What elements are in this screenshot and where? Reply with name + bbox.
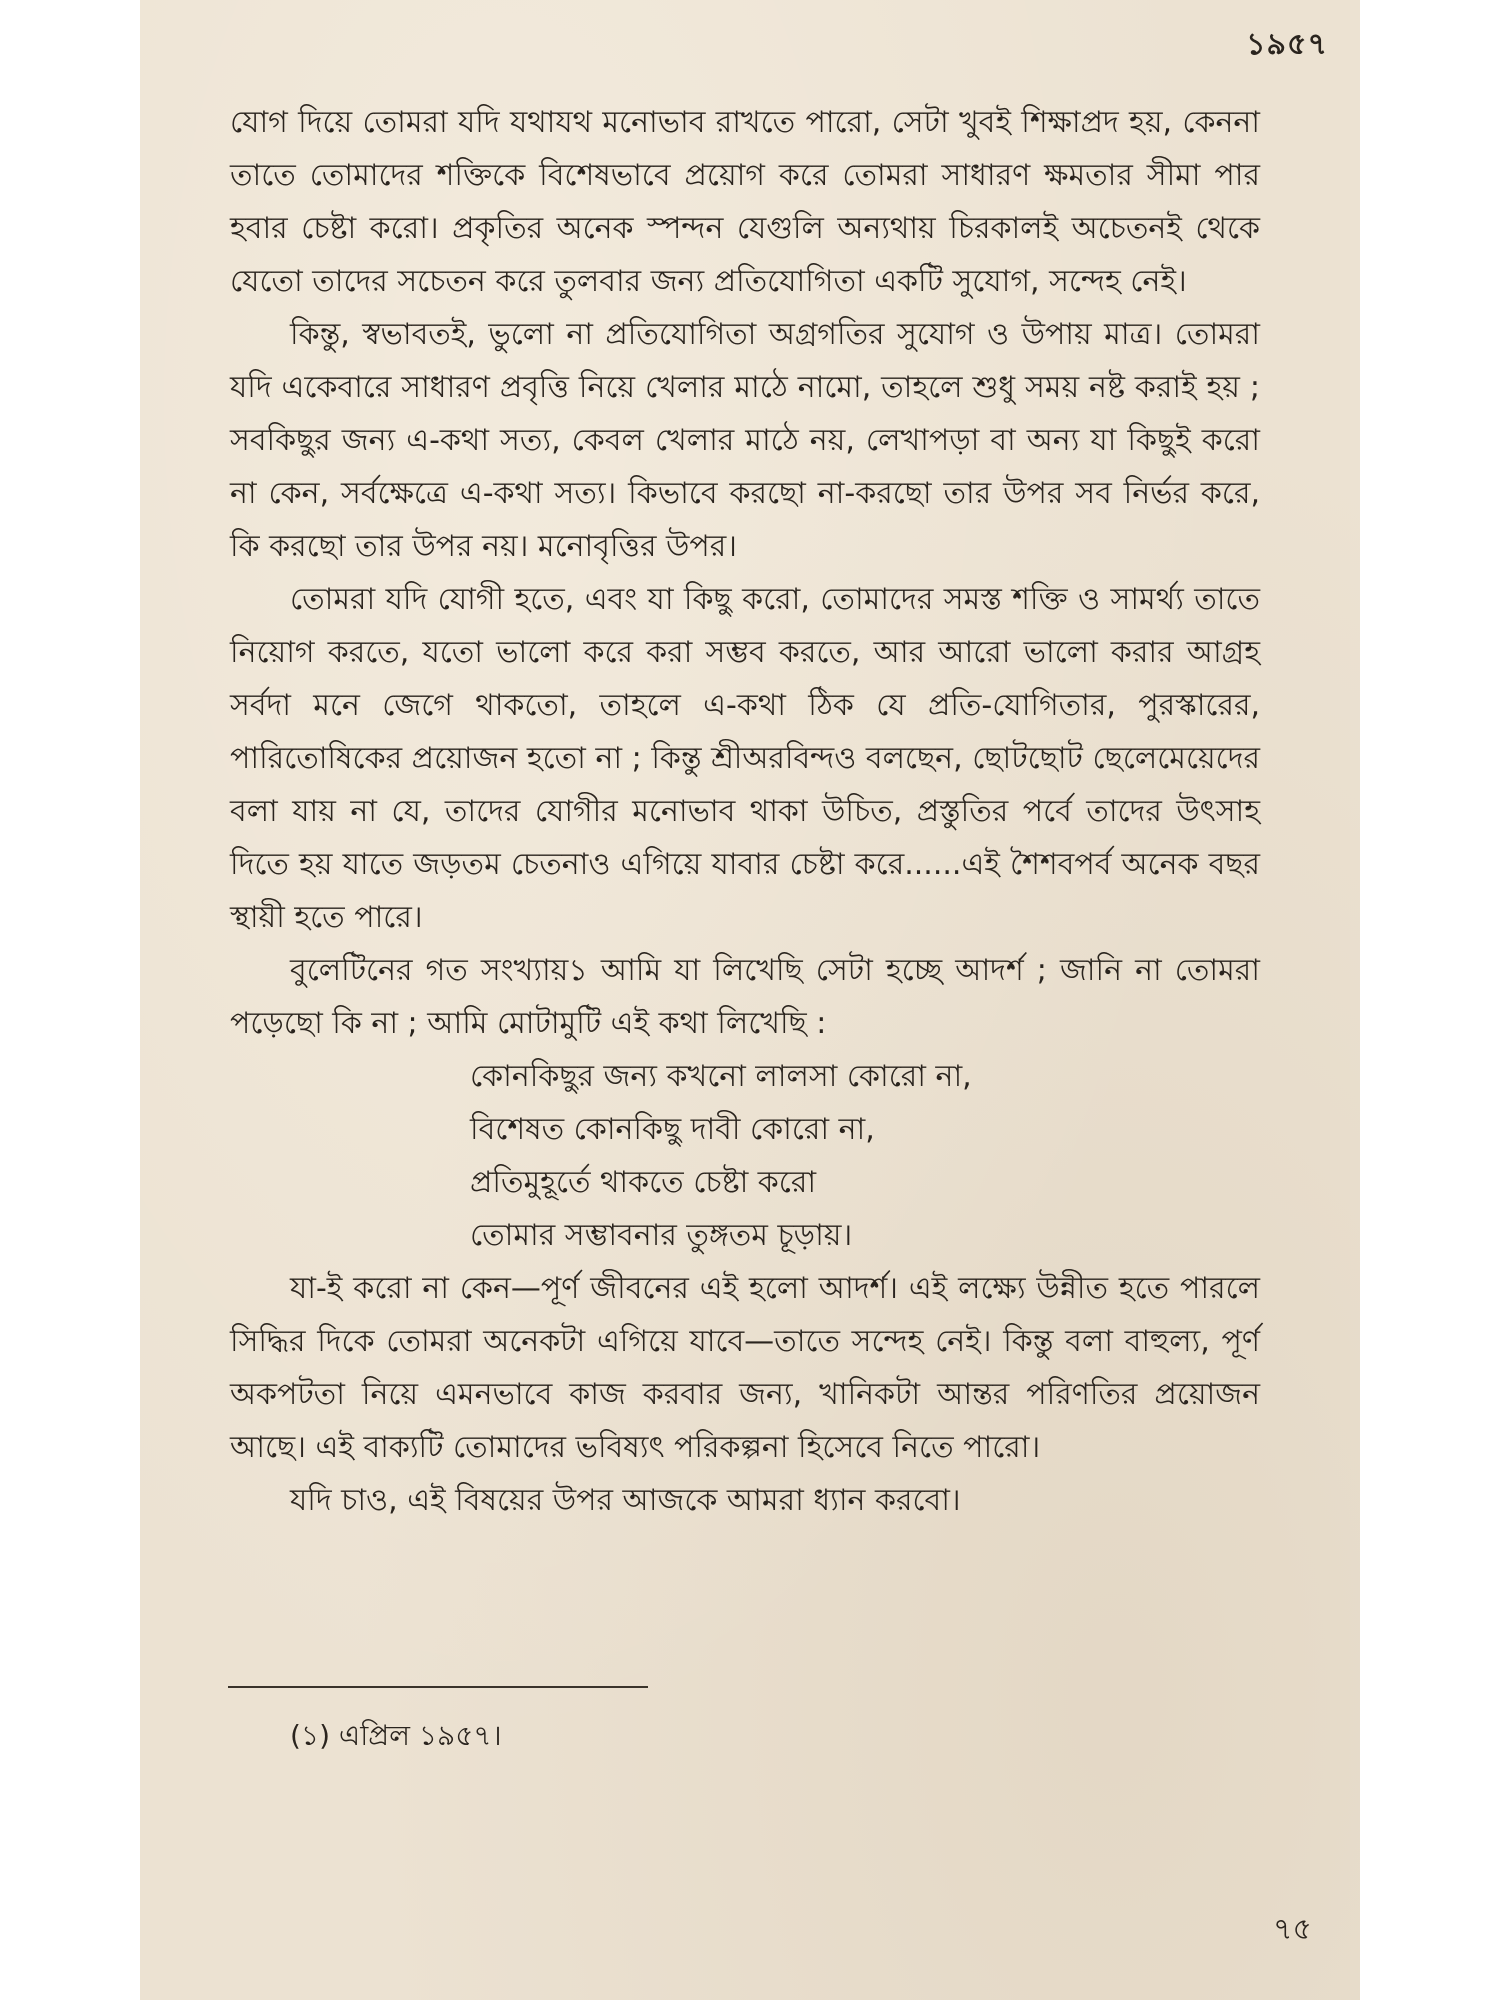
verse-line: তোমার সম্ভাবনার তুঙ্গতম চূড়ায়।: [470, 1218, 853, 1253]
paragraph-2: কিন্তু, স্বভাবতই, ভুলো না প্রতিযোগিতা অগ্রগতির সুযোগ ও উপায় মাত্র। তোমরা যদি একেবারে সাধারণ প্রবৃত্তি নিয়ে খেলার মাঠে নামো, তাহলে শুধু সময় নষ্ট করাই হয় ; সবকিছুর জন্য এ-কথা সত্য, কেবল খেলার মাঠে নয়, লেখাপড়া বা অন্য যা কিছুই করো না কেন, সর্বক্ষেত্রে এ-কথা সত্য। কিভাবে করছো না-করছো তার উপর সব নির্ভর করে, কি করছো তার উপর নয়। মনোবৃত্তির উপর।: [230, 317, 1260, 564]
paragraph-1: যোগ দিয়ে তোমরা যদি যথাযথ মনোভাব রাখতে পারো, সেটা খুবই শিক্ষাপ্রদ হয়, কেননা তাতে তোমাদের শক্তিকে বিশেষভাবে প্রয়োগ করে তোমরা সাধারণ ক্ষমতার সীমা পার হবার চেষ্টা করো। প্রকৃতির অনেক স্পন্দন যেগুলি অন্যথায় চিরকালই অচেতনই থেকে যেতো তাদের সচেতন করে তুলবার জন্য প্রতিযোগিতা একটি সুযোগ, সন্দেহ নেই।: [230, 105, 1260, 299]
paragraph-6: যদি চাও, এই বিষয়ের উপর আজকে আমরা ধ্যান করবো।: [290, 1483, 961, 1518]
verse-line: কোনকিছুর জন্য কখনো লালসা কোরো না,: [470, 1059, 972, 1094]
footnote-divider: [228, 1686, 648, 1688]
verse-block: [230, 1050, 1260, 1262]
paragraph-5: যা-ই করো না কেন—পূর্ণ জীবনের এই হলো আদর্শ। এই লক্ষ্যে উন্নীত হতে পারলে সিদ্ধির দিকে তোমরা অনেকটা এগিয়ে যাবে—তাতে সন্দেহ নেই। কিন্তু বলা বাহুল্য, পূর্ণ অকপটতা নিয়ে এমনভাবে কাজ করবার জন্য, খানিকটা আন্তর পরিণতির প্রয়োজন আছে। এই বাক্যটি তোমাদের ভবিষ্যৎ পরিকল্পনা হিসেবে নিতে পারো।: [230, 1271, 1260, 1465]
verse-line: বিশেষত কোনকিছু দাবী কোরো না,: [470, 1112, 875, 1147]
footnote: (১) এপ্রিল ১৯৫৭।: [290, 1719, 502, 1752]
paragraph-3: তোমরা যদি যোগী হতে, এবং যা কিছু করো, তোমাদের সমস্ত শক্তি ও সামর্থ্য তাতে নিয়োগ করতে, যতো ভালো করে করা সম্ভব করতে, আর আরো ভালো করার আগ্রহ সর্বদা মনে জেগে থাকতো, তাহলে এ-কথা ঠিক যে প্রতি-যোগিতার, পুরস্কারের, পারিতোষিকের প্রয়োজন হতো না ; কিন্তু শ্রীঅরবিন্দও বলছেন, ছোটছোট ছেলেমেয়েদের বলা যায় না যে, তাদের যোগীর মনোভাব থাকা উচিত, প্রস্তুতির পর্বে তাদের উৎসাহ দিতে হয় যাতে জড়তম চেতনাও এগিয়ে যাবার চেষ্টা করে......এই শৈশবপর্ব অনেক বছর স্থায়ী হতে পারে।: [230, 582, 1260, 935]
book-page: [140, 0, 1360, 2000]
page-number: ৭৫: [1273, 1912, 1312, 1947]
body-text: [230, 96, 1260, 1527]
running-header-year: ১৯৫৭: [1246, 27, 1328, 62]
paragraph-4: বুলেটিনের গত সংখ্যায়১ আমি যা লিখেছি সেটা হচ্ছে আদর্শ ; জানি না তোমরা পড়েছো কি না ; আমি মোটামুটি এই কথা লিখেছি :: [230, 953, 1260, 1041]
verse-line: প্রতিমুহূর্তে থাকতে চেষ্টা করো: [470, 1165, 817, 1200]
